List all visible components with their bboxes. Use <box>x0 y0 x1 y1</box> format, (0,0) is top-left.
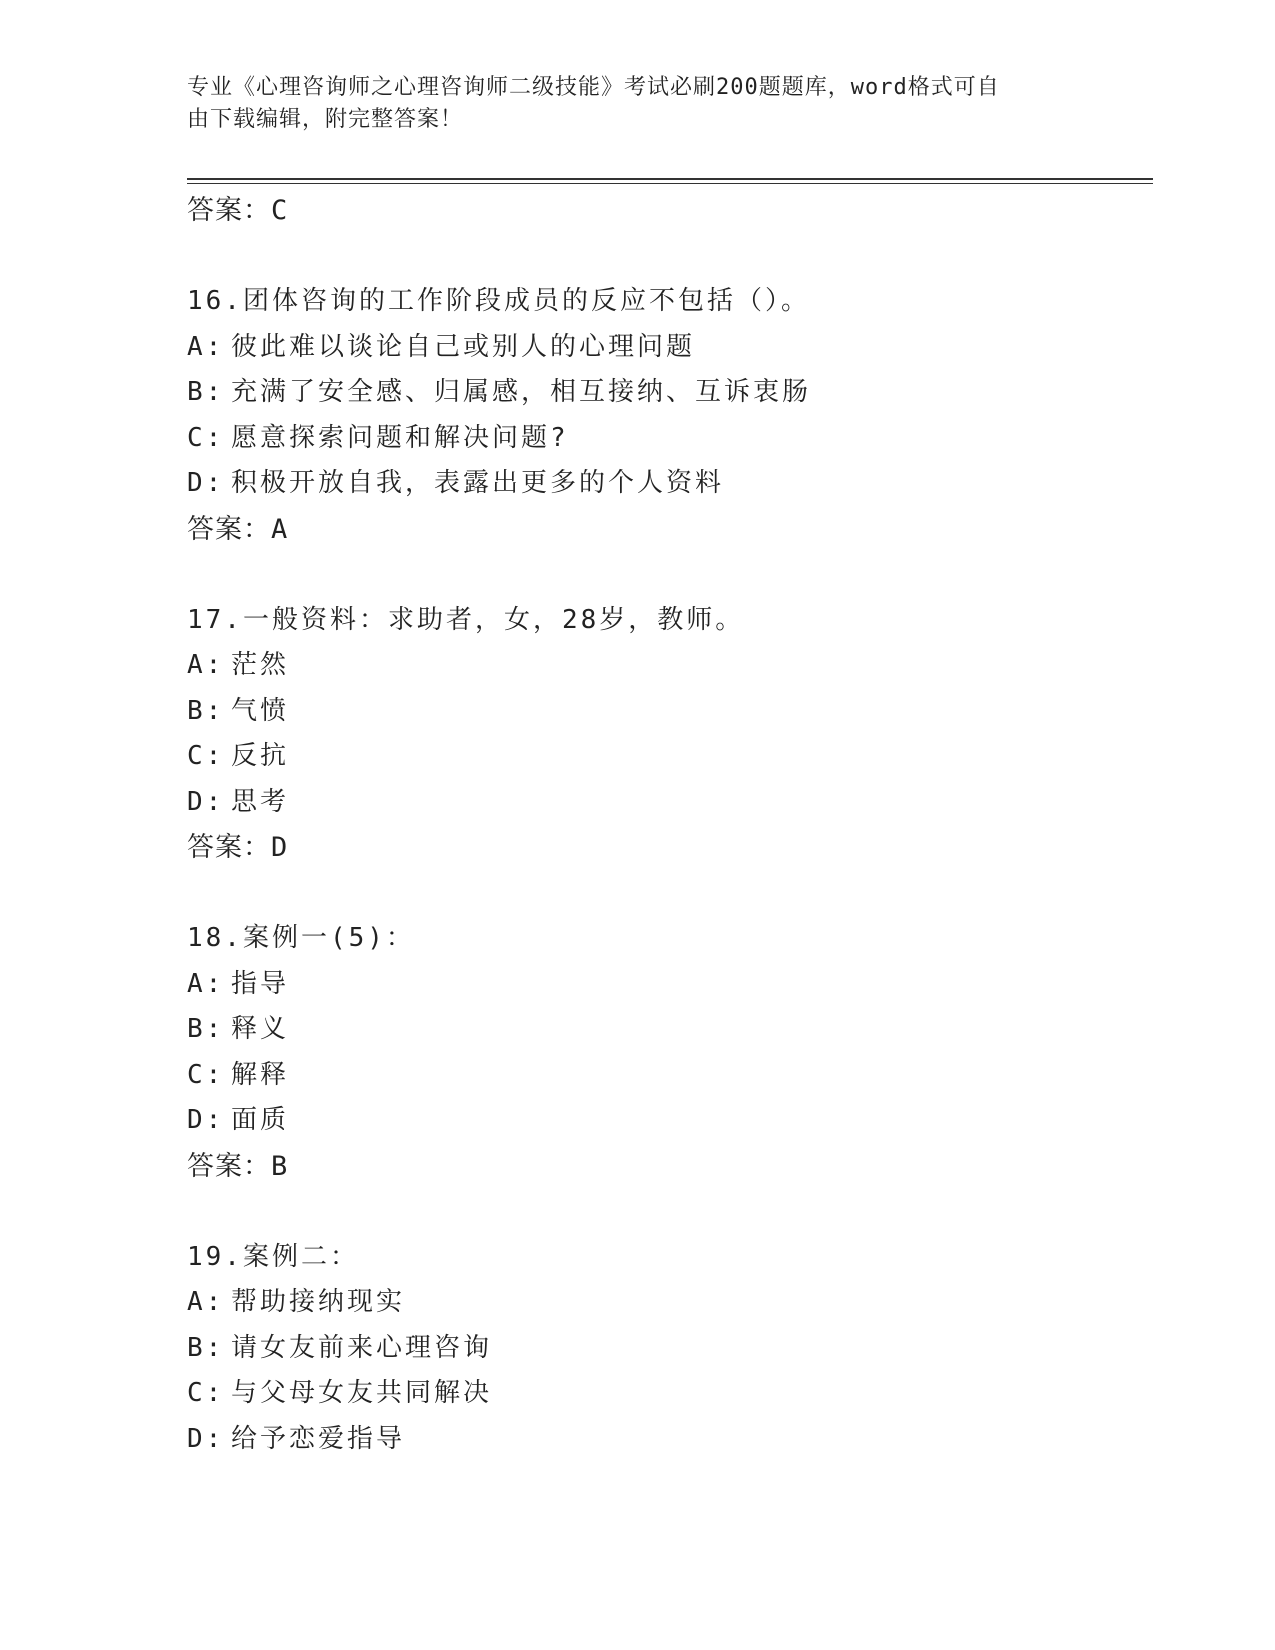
answer-value: A <box>271 513 289 545</box>
option-text: 积极开放自我，表露出更多的个人资料 <box>231 468 725 498</box>
question-stem: 17.一般资料：求助者，女，28岁，教师。 <box>187 604 745 635</box>
answer-label: 答案： <box>187 1150 271 1182</box>
header-divider-thin <box>187 183 1153 184</box>
option-text: 解释 <box>231 1059 290 1090</box>
option-letter: C: <box>187 1378 225 1408</box>
answer-line <box>187 825 1153 871</box>
option-letter: D: <box>187 1423 225 1454</box>
question-stem: 16.团体咨询的工作阶段成员的反应不包括（）。 <box>187 286 810 316</box>
question-list <box>187 188 1153 1462</box>
answer-line <box>187 1144 1153 1190</box>
option-c <box>187 416 1153 462</box>
option-letter: C: <box>187 422 225 453</box>
option-text: 思考 <box>231 786 290 817</box>
answer-line <box>187 188 1153 234</box>
option-c <box>187 734 1153 780</box>
option-text: 面质 <box>231 1105 290 1135</box>
question-item <box>187 1235 1153 1463</box>
option-a <box>187 1280 1153 1326</box>
option-letter: A: <box>187 968 225 999</box>
option-b <box>187 370 1153 416</box>
option-letter: D: <box>187 786 225 817</box>
option-text: 给予恋爱指导 <box>231 1423 406 1454</box>
option-letter: D: <box>187 1105 225 1135</box>
option-c <box>187 1371 1153 1417</box>
option-text: 释义 <box>231 1014 290 1044</box>
answer-value: C <box>271 195 289 226</box>
option-text: 与父母女友共同解决 <box>231 1378 493 1408</box>
option-text: 反抗 <box>231 741 290 771</box>
answer-line <box>187 507 1153 553</box>
option-b <box>187 1007 1153 1053</box>
option-letter: B: <box>187 1332 225 1363</box>
option-a <box>187 643 1153 689</box>
option-letter: A: <box>187 331 225 362</box>
header-line-1: 专业《心理咨询师之心理咨询师二级技能》考试必刷200题题库，word格式可自 <box>187 75 1000 100</box>
option-b <box>187 689 1153 735</box>
question-item <box>187 916 1153 1190</box>
option-letter: B: <box>187 695 225 726</box>
option-text: 愿意探索问题和解决问题? <box>231 422 569 453</box>
header-line-2: 由下载编辑，附完整答案！ <box>187 107 464 132</box>
option-letter: B: <box>187 1014 225 1044</box>
question-stem: 19.案例二： <box>187 1241 359 1272</box>
option-letter: D: <box>187 468 225 498</box>
option-text: 茫然 <box>231 650 290 680</box>
question-item <box>187 598 1153 872</box>
option-d <box>187 1098 1153 1144</box>
header-divider-thick <box>187 178 1153 180</box>
option-b <box>187 1326 1153 1372</box>
answer-label: 答案： <box>187 513 271 545</box>
option-d <box>187 461 1153 507</box>
option-letter: A: <box>187 650 225 680</box>
option-d <box>187 780 1153 826</box>
option-text: 彼此难以谈论自己或别人的心理问题 <box>231 331 696 362</box>
question-item <box>187 279 1153 553</box>
option-letter: B: <box>187 377 225 407</box>
option-letter: C: <box>187 1059 225 1090</box>
answer-value: B <box>271 1150 289 1182</box>
question-stem: 18.案例一(5)： <box>187 923 415 953</box>
answer-value: D <box>271 832 289 863</box>
option-a <box>187 325 1153 371</box>
option-text: 气愤 <box>231 695 290 726</box>
option-a <box>187 962 1153 1008</box>
option-letter: C: <box>187 741 225 771</box>
document-header <box>187 72 1067 136</box>
option-text: 充满了安全感、归属感，相互接纳、互诉衷肠 <box>231 377 812 407</box>
answer-label: 答案： <box>187 195 271 226</box>
option-c <box>187 1053 1153 1099</box>
option-text: 指导 <box>231 968 290 999</box>
option-letter: A: <box>187 1287 225 1317</box>
answer-label: 答案： <box>187 832 271 863</box>
option-d <box>187 1417 1153 1463</box>
option-text: 帮助接纳现实 <box>231 1287 406 1317</box>
option-text: 请女友前来心理咨询 <box>231 1332 493 1363</box>
